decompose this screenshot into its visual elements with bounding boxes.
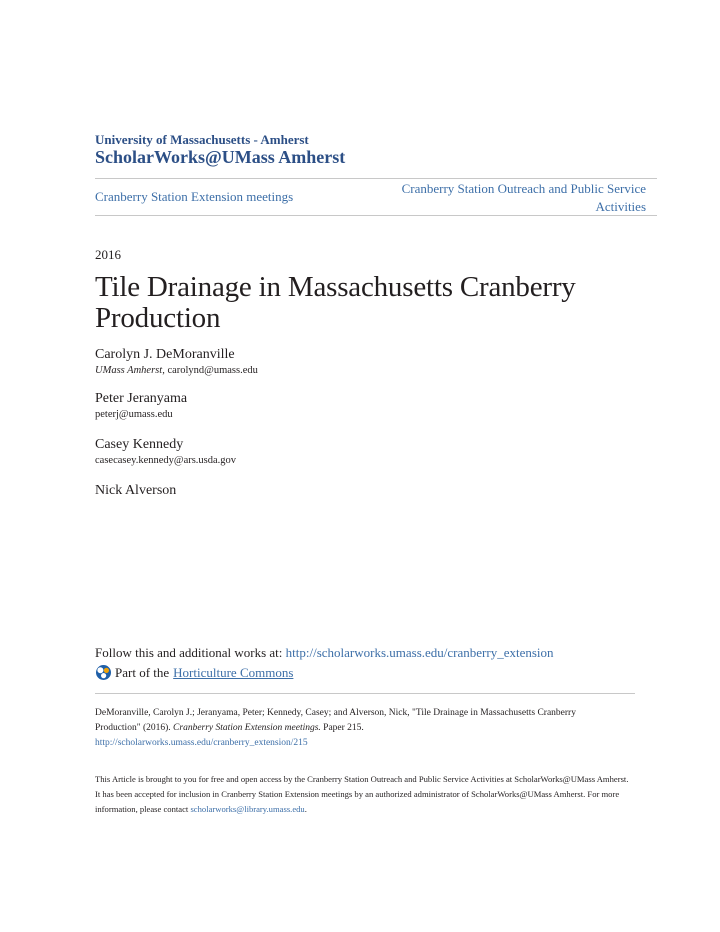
follow-line [95,645,554,661]
author-name: Carolyn J. DeMoranville [95,347,235,362]
header-rule-top [95,178,657,179]
series-link-outreach-line2: Activities [595,199,646,214]
horticulture-commons-link[interactable]: Horticulture Commons [173,664,294,680]
author-email[interactable]: peterj@umass.edu [95,409,173,420]
author-name: Peter Jeranyama [95,391,188,406]
notice-end: . [304,804,307,814]
follow-label: Follow this and additional works at: [95,645,286,660]
author-name: Nick Alverson [95,483,177,498]
recommended-citation [95,706,615,751]
affiliation-separator: , [162,365,168,376]
repository-name[interactable]: ScholarWorks@UMass Amherst [95,147,346,167]
author-affiliation [95,365,258,376]
publication-year: 2016 [95,247,121,262]
author-email[interactable]: casecasey.kennedy@ars.usda.gov [95,455,237,466]
citation-paper: Paper 215. [320,723,364,733]
follow-link[interactable]: http://scholarworks.umass.edu/cranberry_extension [285,645,554,660]
institution-name: University of Massachusetts - Amherst [95,132,309,147]
citation-text: DeMoranville, Carolyn J.; Jeranyama, Peter; Kennedy, Casey; and Alverson, Nick, "Tile Drainage in Massachusetts Cranberry Production" (2016). [95,708,576,733]
citation-series: Cranberry Station Extension meetings. [173,723,321,733]
article-title: Tile Drainage in Massachusetts Cranberry Production [95,271,576,334]
author-email[interactable]: carolynd@umass.edu [167,365,258,376]
author-name: Casey Kennedy [95,437,184,452]
notice-text: This Article is brought to you for free and open access by the Cranberry Station Outreach and Public Service Activities at ScholarWorks@UMass Amherst. It has been accepted for inclusion in Cranberry Station Extension meetings by an authorized administrator of ScholarWorks@UMass Amherst. For more information, please contact [95,774,629,814]
access-notice [95,772,635,817]
citation-rule [95,693,635,694]
part-of-label: Part of the [115,664,170,680]
citation-link[interactable]: http://scholarworks.umass.edu/cranberry_extension/215 [95,738,308,748]
series-link-extension-meetings[interactable]: Cranberry Station Extension meetings [95,189,294,204]
series-link-outreach-line1: Cranberry Station Outreach and Public Service [401,181,646,196]
contact-email-link[interactable]: scholarworks@library.umass.edu [190,804,305,814]
header-rule-bottom [95,215,657,216]
part-of-line [95,664,293,681]
series-link-outreach[interactable] [380,180,646,216]
commons-network-icon [95,664,112,681]
affiliation-institution: UMass Amherst [95,365,163,376]
